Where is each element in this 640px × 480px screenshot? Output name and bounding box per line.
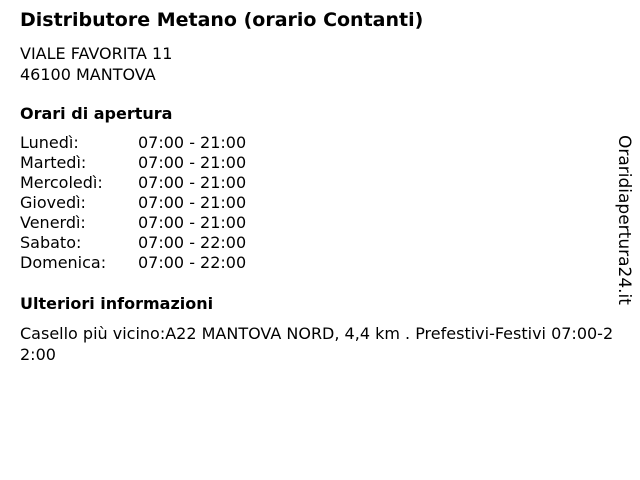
day-label: Giovedì: — [20, 193, 86, 212]
address-street: VIALE FAVORITA 11 — [20, 44, 173, 63]
hours-row-monday — [20, 133, 280, 153]
site-watermark: Oraridiapertura24.it — [614, 135, 634, 305]
day-label: Venerdì: — [20, 213, 86, 232]
hours-row-friday — [20, 213, 280, 233]
day-label: Martedì: — [20, 153, 87, 172]
time-range: 07:00 - 22:00 — [138, 233, 247, 252]
day-label: Domenica: — [20, 253, 107, 272]
opening-hours-heading: Orari di apertura — [20, 104, 173, 123]
hours-row-sunday — [20, 253, 280, 273]
time-range: 07:00 - 22:00 — [138, 253, 247, 272]
opening-hours-table — [20, 133, 280, 273]
hours-row-tuesday — [20, 153, 280, 173]
time-range: 07:00 - 21:00 — [138, 173, 247, 192]
hours-row-thursday — [20, 193, 280, 213]
time-range: 07:00 - 21:00 — [138, 153, 247, 172]
time-range: 07:00 - 21:00 — [138, 193, 247, 212]
further-info-heading: Ulteriori informazioni — [20, 294, 214, 313]
address-city: 46100 MANTOVA — [20, 65, 156, 84]
time-range: 07:00 - 21:00 — [138, 213, 247, 232]
day-label: Sabato: — [20, 233, 82, 252]
day-label: Mercoledì: — [20, 173, 103, 192]
page-title: Distributore Metano (orario Contanti) — [20, 9, 424, 31]
day-label: Lunedì: — [20, 133, 79, 152]
hours-row-saturday — [20, 233, 280, 253]
address-block — [20, 43, 172, 85]
hours-row-wednesday — [20, 173, 280, 193]
time-range: 07:00 - 21:00 — [138, 133, 247, 152]
further-info-text: Casello più vicino:A22 MANTOVA NORD, 4,4 km . Prefestivi-Festivi 07:00-22:00 — [20, 324, 614, 364]
